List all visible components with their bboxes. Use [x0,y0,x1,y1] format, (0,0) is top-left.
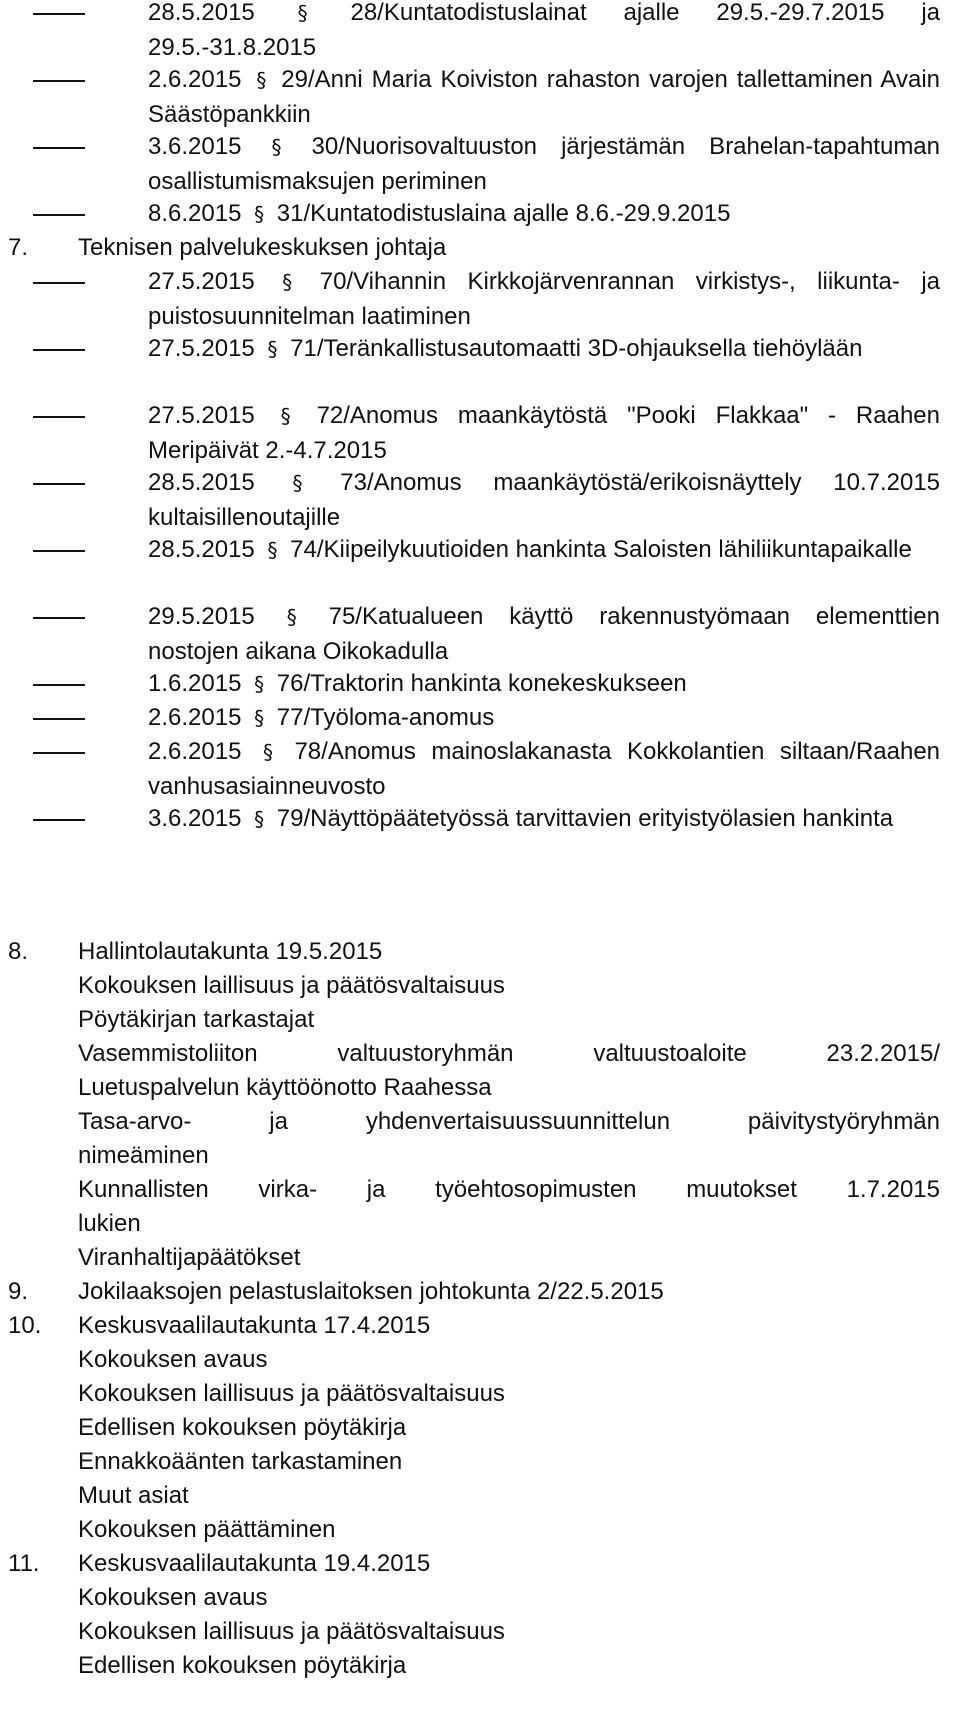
section-sign-icon: § [271,135,282,159]
agenda-line: Kokouksen laillisuus ja päätösvaltaisuus [78,972,505,999]
item-text: 71/Teränkallistusautomaatti 3D-ohjauksella tiehöylään [290,335,863,362]
item-text: 70/Vihannin Kirkkojärvenrannan virkistys-, liikunta- ja puistosuunnitelman laatiminen [148,268,941,330]
list-item [148,667,940,702]
item-text: 30/Nuorisovaltuuston järjestämän Brahelan-tapahtuman osallistumismaksujen periminen [148,133,941,195]
section-number: 10. [8,1312,42,1339]
item-date: 27.5.2015 [148,402,255,429]
section-sign-icon: § [254,672,265,696]
item-date: 3.6.2015 [148,133,242,160]
list-item [148,265,940,333]
dash-bullet-icon [33,684,85,686]
section-sign-icon: § [282,270,293,294]
dash-bullet-icon [33,13,85,15]
item-text: 77/Työloma-anomus [276,704,495,731]
dash-bullet-icon [33,80,85,82]
item-date: 27.5.2015 [148,335,255,362]
section-sign-icon: § [280,404,291,428]
section-sign-icon: § [254,807,265,831]
dash-bullet-icon [33,147,85,149]
dash-bullet-icon [33,416,85,418]
list-item [148,802,940,837]
dash-bullet-icon [33,282,85,284]
section-number: 11. [8,1550,40,1577]
item-text: 79/Näyttöpäätetyössä tarvittavien erityistyölasien hankinta [276,805,894,832]
dash-bullet-icon [33,819,85,821]
item-date: 28.5.2015 [148,0,255,26]
item-date: 2.6.2015 [148,66,242,93]
item-date: 27.5.2015 [148,268,255,295]
section-title: Keskusvaalilautakunta 19.4.2015 [78,1550,431,1577]
item-date: 28.5.2015 [148,536,255,563]
agenda-line: Muut asiat [78,1482,189,1509]
list-item [148,63,940,131]
section-sign-icon: § [254,706,265,730]
section-number: 7. [8,234,29,261]
section-sign-icon: § [262,740,273,764]
dash-bullet-icon [33,617,85,619]
section-number: 8. [8,938,29,965]
section-title: Keskusvaalilautakunta 17.4.2015 [78,1312,431,1339]
list-item [148,399,940,467]
section-sign-icon: § [286,605,297,629]
item-text: 29/Anni Maria Koiviston rahaston varojen tallettaminen Avain Säästöpankkiin [148,66,940,128]
dash-bullet-icon [33,483,85,485]
item-text: 75/Katualueen käyttö rakennustyömaan elementtien nostojen aikana Oikokadulla [148,603,940,665]
item-date: 29.5.2015 [148,603,255,630]
section-sign-icon: § [256,68,267,92]
item-text: 72/Anomus maankäytöstä "Pooki Flakkaa" - Raahen Meripäivät 2.-4.7.2015 [148,402,940,464]
item-date: 2.6.2015 [148,704,242,731]
agenda-line: Kokouksen päättäminen [78,1516,336,1543]
item-text: 28/Kuntatodistuslainat ajalle 29.5.-29.7.2015 ja 29.5.-31.8.2015 [148,0,941,61]
section-sign-icon: § [267,337,278,361]
section-number: 9. [8,1278,29,1305]
item-text: 74/Kiipeilykuutioiden hankinta Saloisten lähiliikuntapaikalle [290,536,912,563]
dash-bullet-icon [33,349,85,351]
item-text: 76/Traktorin hankinta konekeskukseen [276,670,687,697]
item-date: 8.6.2015 [148,200,242,227]
dash-bullet-icon [33,718,85,720]
list-item [148,197,940,232]
item-date: 2.6.2015 [148,738,242,765]
list-item [148,466,940,534]
dash-bullet-icon [33,752,85,754]
agenda-line: Kokouksen avaus [78,1584,268,1611]
item-text: 78/Anomus mainoslakanasta Kokkolantien siltaan/Raahen vanhusasiainneuvosto [148,738,941,800]
section-sign-icon: § [254,202,265,226]
item-date: 28.5.2015 [148,469,255,496]
agenda-line: Kokouksen avaus [78,1346,268,1373]
list-item [148,533,940,568]
item-text: 73/Anomus maankäytöstä/erikoisnäyttely 10.7.2015 kultaisillenoutajille [148,469,941,531]
agenda-line: Edellisen kokouksen pöytäkirja [78,1652,407,1679]
agenda-line: lukien [78,1210,141,1237]
agenda-line: Kunnallisten virka- ja työehtosopimusten muutokset 1.7.2015 [78,1176,940,1203]
section-sign-icon: § [297,1,308,25]
section-sign-icon: § [267,538,278,562]
section-sign-icon: § [292,471,303,495]
agenda-line: Ennakkoäänten tarkastaminen [78,1448,403,1475]
list-item [148,332,940,367]
list-item [148,0,940,64]
agenda-line: Kokouksen laillisuus ja päätösvaltaisuus [78,1618,505,1645]
agenda-line: Kokouksen laillisuus ja päätösvaltaisuus [78,1380,505,1407]
section-title: Teknisen palvelukeskuksen johtaja [78,234,447,261]
list-item [148,735,940,803]
item-date: 3.6.2015 [148,805,242,832]
agenda-line: Viranhaltijapäätökset [78,1244,301,1271]
agenda-line: nimeäminen [78,1142,209,1169]
list-item [148,600,940,668]
section-title: Jokilaaksojen pelastuslaitoksen johtokunta 2/22.5.2015 [78,1278,664,1305]
list-item [148,130,940,198]
agenda-line: Vasemmistoliiton valtuustoryhmän valtuustoaloite 23.2.2015/ [78,1040,940,1067]
item-date: 1.6.2015 [148,670,242,697]
list-item [148,701,940,736]
agenda-line: Pöytäkirjan tarkastajat [78,1006,315,1033]
dash-bullet-icon [33,550,85,552]
agenda-line: Luetuspalvelun käyttöönotto Raahessa [78,1074,492,1101]
section-title: Hallintolautakunta 19.5.2015 [78,938,383,965]
agenda-line: Tasa-arvo- ja yhdenvertaisuussuunnittelun päivitystyöryhmän [78,1108,940,1135]
dash-bullet-icon [33,214,85,216]
item-text: 31/Kuntatodistuslaina ajalle 8.6.-29.9.2015 [276,200,731,227]
agenda-line: Edellisen kokouksen pöytäkirja [78,1414,407,1441]
